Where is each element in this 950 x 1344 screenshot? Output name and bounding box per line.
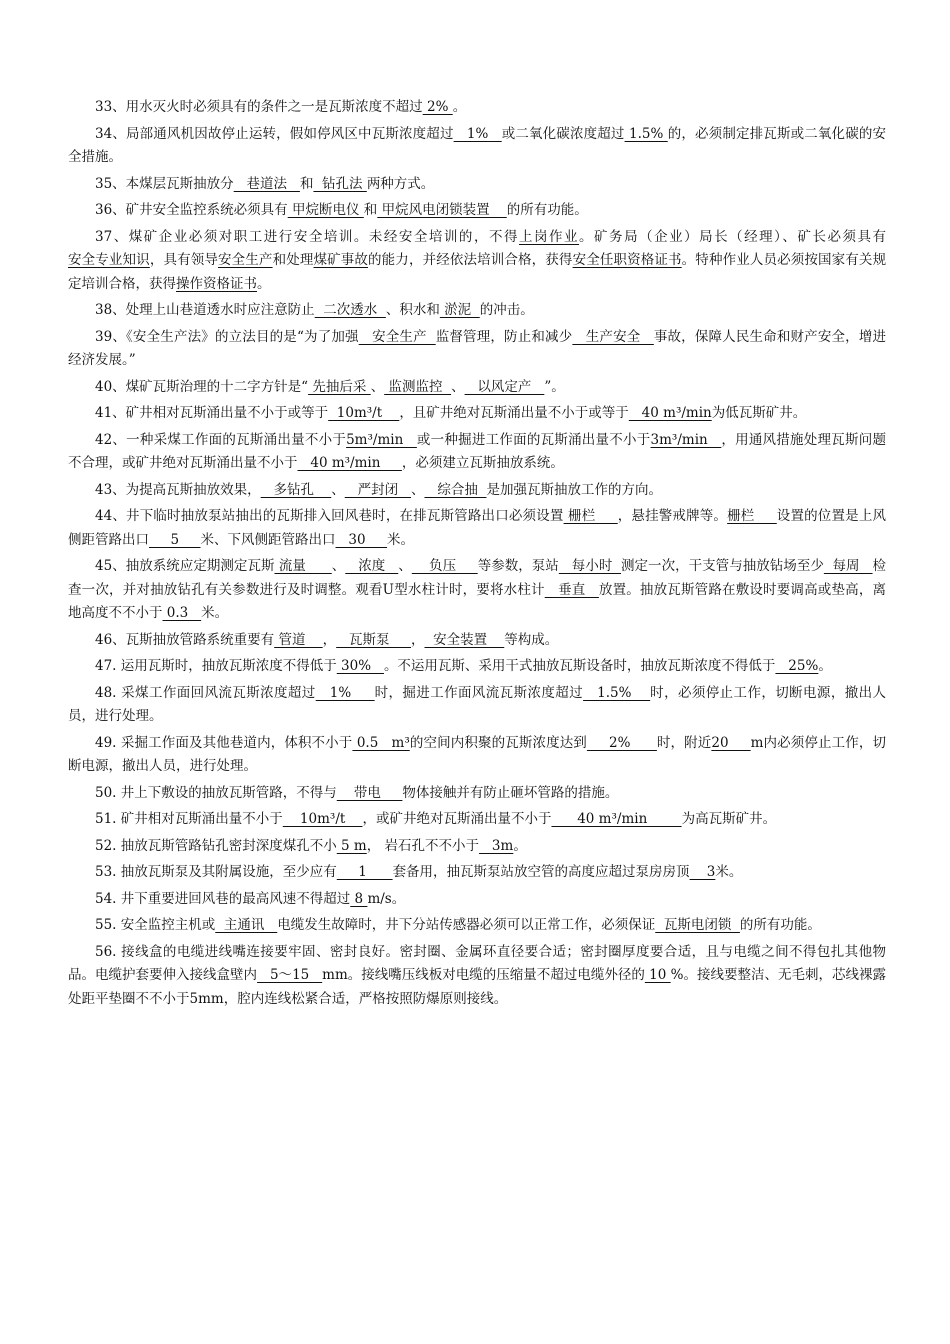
question-text: 等参数，泵站: [477, 558, 559, 574]
answer-blank: 安全生产: [358, 328, 436, 345]
question-text: 54. 井下重要进回风巷的最高风速不得超过: [95, 890, 351, 907]
answer-blank: 综合抽: [424, 481, 487, 498]
question-text: 设置的位置是上风侧距管路出口: [68, 508, 886, 548]
question-text: 等构成。: [504, 631, 559, 648]
answer-blank: 带电: [336, 784, 403, 801]
question-text: 。特种作业人员必须按国家有关规定培训合格，获得: [68, 252, 887, 292]
question-text: 41、矿井相对瓦斯涌出量不小于或等于: [95, 405, 329, 421]
answer-blank: 每小时: [558, 558, 621, 574]
answer-blank: 以风定产: [464, 378, 545, 395]
question-text: 47. 运用瓦斯时，抽放瓦斯浓度不得低于: [95, 658, 337, 674]
question-text: mm。接线嘴压线板对电缆的压缩量不超过电缆外径的: [322, 967, 645, 983]
question-text: 、: [451, 378, 465, 395]
question-text: 55. 安全监控主机或: [95, 917, 216, 933]
question-text: 或一种掘进工作面的瓦斯涌出量不小于: [416, 431, 651, 448]
question-47: [68, 655, 886, 679]
question-text: ，或矿井绝对瓦斯涌出量不小于: [362, 811, 552, 827]
question-text: 、积水和: [385, 302, 440, 318]
question-text: 两种方式。: [366, 175, 435, 192]
answer-blank: 甲烷断电仪: [287, 202, 364, 218]
answer-blank: 安全生产: [218, 252, 273, 268]
question-text: 。: [452, 99, 467, 115]
question-text: 测定一次，干支管与抽放钻场至少: [621, 558, 824, 574]
question-text: 38、处理上山巷道透水时应注意防止: [95, 302, 315, 318]
question-text: 和: [299, 175, 314, 192]
question-text: 套备用，抽瓦斯泵站放空管的高度应超过泵房房顶: [392, 864, 690, 880]
question-36: [68, 199, 886, 223]
answer-blank: 30%: [336, 658, 384, 674]
question-text: 电缆发生故障时，井下分站传感器必须可以正常工作，必须保证: [277, 917, 656, 933]
question-text: 米。: [201, 605, 229, 621]
answer-blank: 栅栏: [563, 508, 618, 524]
question-text: 33、用水灭火时必须具有的条件之一是瓦斯浓度不超过: [95, 99, 423, 115]
answer-blank: 监测监控: [384, 378, 452, 395]
answer-blank: 5m³/min: [346, 431, 417, 448]
question-45: [68, 555, 886, 626]
question-text: ，必须建立瓦斯抽放系统。: [401, 455, 564, 471]
answer-blank: 栅栏: [727, 508, 777, 524]
question-text: 44、井下临时抽放泵站抽出的瓦斯排入回风巷时，在排瓦斯管路出口必须设置: [95, 508, 564, 524]
question-44: [68, 505, 886, 552]
answer-blank: 浓度: [345, 558, 399, 574]
answer-blank: 3m³/min: [650, 431, 722, 448]
answer-blank: 瓦斯电闭锁: [655, 917, 740, 933]
question-text: 或二氧化碳浓度超过: [501, 125, 625, 142]
question-text: 37、煤矿企业必须对职工进行安全培训。未经安全培训的，不得: [95, 228, 519, 245]
question-37: [68, 226, 886, 297]
question-text: 是加强瓦斯抽放工作的方向。: [486, 481, 662, 498]
answer-blank: 30: [335, 531, 388, 548]
question-text: ，: [322, 631, 337, 648]
answer-blank: 主通讯: [215, 917, 278, 933]
answer-blank: 淤泥: [439, 302, 480, 318]
question-text: ，用通风措施处理瓦斯问题不合理，或矿井绝对瓦斯涌出量不小于: [68, 431, 887, 471]
question-text: 米。: [387, 531, 415, 548]
question-text: 52. 抽放瓦斯管路钻孔密封深度煤孔不小: [95, 837, 337, 854]
answer-blank: 1%: [315, 684, 375, 701]
question-text: 。矿务局（企业）局长（经理）、矿长必须具有: [579, 228, 886, 245]
question-55: [68, 914, 886, 938]
answer-blank: 8: [350, 890, 368, 907]
answer-blank: 40 m³/min: [628, 405, 712, 421]
question-56: [68, 941, 886, 1012]
question-text: 和处理: [272, 252, 314, 268]
question-text: ， 岩石孔不不小于: [366, 837, 480, 854]
answer-blank: 10: [644, 967, 671, 983]
question-49: [68, 732, 886, 779]
answer-blank: 甲烷风电闭锁装置: [377, 202, 507, 218]
question-text: 监督管理，防止和减少: [435, 328, 573, 345]
question-text: 时，必须停止工作，切断电源，撤出人员，进行处理。: [68, 684, 887, 724]
question-text: 。: [257, 275, 271, 292]
question-text: 、: [370, 378, 385, 395]
question-50: [68, 782, 886, 806]
answer-blank: 负压: [411, 558, 478, 574]
question-52: [68, 835, 886, 859]
question-38: [68, 299, 886, 323]
question-text: 。: [818, 658, 832, 674]
question-53: [68, 861, 886, 885]
question-text: 和: [363, 202, 378, 218]
question-text: %。接线要整洁、无毛刺，芯线裸露处距平垫圈不不小于5mm，腔内连线松紧合适，严格按照防爆原则接线。: [68, 967, 887, 1007]
question-text: 51. 矿井相对瓦斯涌出量不小于: [95, 811, 283, 827]
answer-blank: 1.5%: [624, 125, 668, 142]
question-text: m内必须停止工作，切断电源，撤出人员，进行处理。: [68, 734, 886, 774]
question-text: 的，必须制定排瓦斯或二氧化碳的安全措施。: [68, 125, 886, 165]
question-text: 、: [331, 481, 345, 498]
question-48: [68, 682, 886, 729]
question-text: 事故，保障人民生命和财产安全，增进经济发展。”: [68, 328, 887, 368]
question-text: 35、本煤层瓦斯抽放分: [95, 175, 234, 192]
question-43: [68, 479, 886, 503]
answer-blank: 安全装置: [424, 631, 505, 648]
question-35: [68, 173, 886, 197]
answer-blank: 管道: [274, 631, 323, 648]
question-41: [68, 402, 886, 426]
answer-blank: 1.5%: [583, 684, 651, 701]
answer-blank: 安全任职资格证书: [572, 252, 682, 268]
answer-blank: 操作资格证书: [176, 275, 257, 292]
answer-blank: 10m³/t: [328, 405, 400, 421]
document-body: [68, 96, 886, 1014]
question-text: 。不运用瓦斯、采用干式抽放瓦斯设备时，抽放瓦斯浓度不得低于: [383, 658, 776, 674]
answer-blank: 2%: [586, 734, 657, 751]
answer-blank: 流量: [274, 558, 332, 574]
answer-blank: 瓦斯泵: [336, 631, 411, 648]
answer-blank: 多钻孔: [260, 481, 332, 498]
answer-blank: 0.3: [162, 605, 202, 621]
answer-blank: 上岗作业: [518, 228, 580, 245]
question-text: 。: [513, 837, 527, 854]
question-text: 检查一次，并对抽放钻孔有关参数进行及时调整。观看U型水柱计时，要将水柱计: [68, 558, 887, 598]
question-text: 时，附近: [656, 734, 712, 751]
question-text: 的能力，并经依法培训合格，获得: [368, 252, 573, 268]
question-text: 49. 采掘工作面及其他巷道内，体积不小于: [95, 734, 353, 751]
question-46: [68, 629, 886, 653]
answer-blank: 3: [689, 864, 716, 880]
question-text: 为高瓦斯矿井。: [681, 811, 777, 827]
question-54: [68, 888, 886, 912]
answer-blank: 巷道法: [233, 175, 300, 192]
question-text: 的所有功能。: [506, 202, 588, 218]
question-text: 45、抽放系统应定期测定瓦斯: [95, 558, 275, 574]
question-text: 物体接触并有防止砸坏管路的措施。: [402, 784, 619, 801]
answer-blank: 20: [711, 734, 751, 751]
question-text: ，且矿井绝对瓦斯涌出量不小于或等于: [399, 405, 629, 421]
question-text: ，悬挂警戒牌等。: [617, 508, 728, 524]
question-text: 、: [410, 481, 425, 498]
question-42: [68, 429, 886, 476]
answer-blank: 40 m³/min: [551, 811, 682, 827]
question-33: [68, 96, 886, 120]
question-text: 48. 采煤工作面回风流瓦斯浓度超过: [95, 684, 316, 701]
question-text: 43、为提高瓦斯抽放效果，: [95, 481, 261, 498]
question-text: 、: [398, 558, 412, 574]
question-39: [68, 326, 886, 373]
question-text: 46、瓦斯抽放管路系统重要有: [95, 631, 275, 648]
question-text: 为低瓦斯矿井。: [711, 405, 807, 421]
answer-blank: 每周: [823, 558, 873, 574]
question-text: m/s。: [367, 890, 406, 907]
question-text: 时，掘进工作面风流瓦斯浓度超过: [374, 684, 584, 701]
question-text: 的所有功能。: [739, 917, 821, 933]
answer-blank: 生产安全: [572, 328, 654, 345]
question-text: 40、煤矿瓦斯治理的十二字方针是“: [95, 378, 309, 395]
answer-blank: 2%: [422, 99, 453, 115]
answer-blank: 0.5 m³: [352, 734, 410, 751]
question-text: 34、局部通风机因故停止运转，假如停风区中瓦斯浓度超过: [95, 125, 454, 142]
question-text: ”。: [544, 378, 565, 395]
answer-blank: 25%: [775, 658, 819, 674]
answer-blank: 严封闭: [344, 481, 411, 498]
question-text: 、: [331, 558, 346, 574]
question-text: 的空间内积聚的瓦斯浓度达到: [409, 734, 587, 751]
question-40: [68, 376, 886, 400]
answer-blank: 5 m: [336, 837, 367, 854]
answer-blank: 5: [149, 531, 201, 548]
question-text: 42、一种采煤工作面的瓦斯涌出量不小于: [95, 431, 347, 448]
question-text: ，: [411, 631, 425, 648]
answer-blank: 5～15: [257, 967, 323, 983]
answer-blank: 安全专业知识: [68, 252, 150, 268]
answer-blank: 煤矿事故: [313, 252, 369, 268]
question-text: 56. 接线盒的电缆进线嘴连接要牢固、密封良好。密封圈、金属环直径要合适；密封圈厚度要合适，且与电缆之间不得包扎其他物品。电缆护套要伸入接线盒壁内: [68, 943, 886, 983]
answer-blank: 1: [336, 864, 393, 880]
answer-blank: 垂直: [544, 581, 599, 598]
answer-blank: 钻孔法: [313, 175, 367, 192]
question-text: 放置。抽放瓦斯管路在敷设时要调高或垫高，离地高度不不小于: [68, 581, 886, 621]
answer-blank: 先抽后采: [308, 378, 371, 395]
answer-blank: 40 m³/min: [297, 455, 402, 471]
answer-blank: 3m: [479, 837, 514, 854]
answer-blank: 二次透水: [314, 302, 386, 318]
question-text: 米、下风侧距管路出口: [200, 531, 336, 548]
question-text: 53. 抽放瓦斯泵及其附属设施，至少应有: [95, 864, 337, 880]
question-text: 36、矿井安全监控系统必须具有: [95, 202, 288, 218]
question-34: [68, 123, 886, 170]
question-51: [68, 808, 886, 832]
question-text: 的冲击。: [479, 302, 534, 318]
answer-blank: 10m³/t: [282, 811, 363, 827]
question-text: ，具有领导: [149, 252, 219, 268]
question-text: 39、《安全生产法》的立法目的是“为了加强: [95, 328, 359, 345]
question-text: 50. 井上下敷设的抽放瓦斯管路，不得与: [95, 784, 337, 801]
question-text: 米。: [715, 864, 743, 880]
answer-blank: 1%: [453, 125, 502, 142]
